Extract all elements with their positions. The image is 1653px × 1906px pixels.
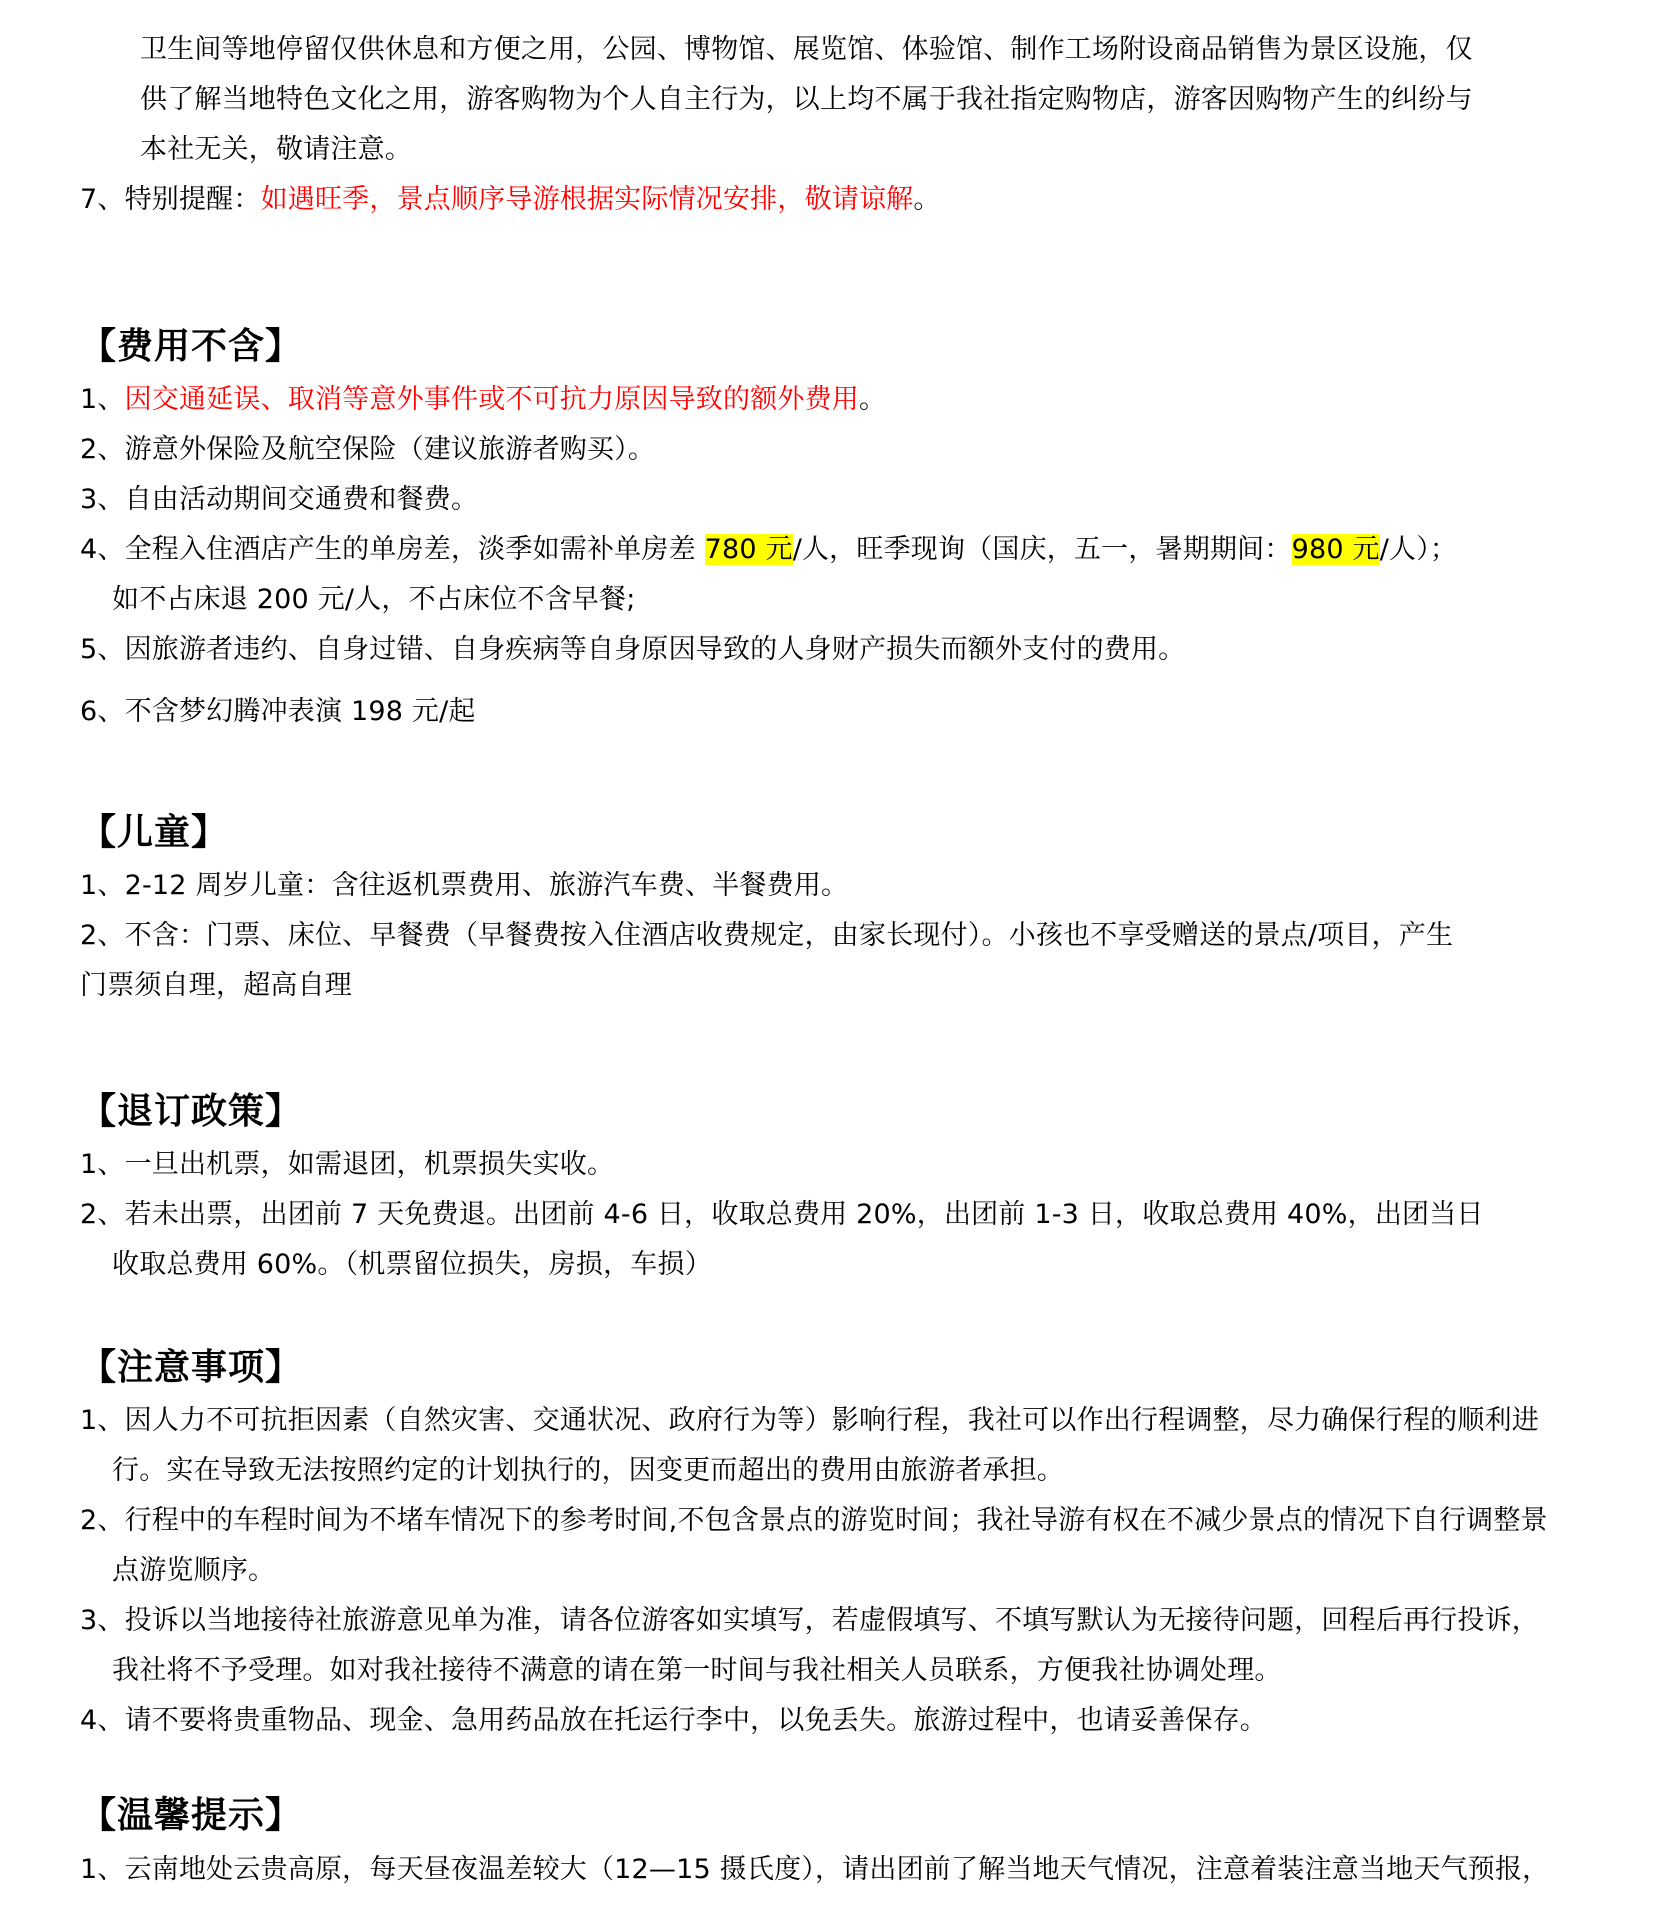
fee-excluded-item-2: 2、游意外保险及航空保险（建议旅游者购买）。	[80, 434, 656, 465]
fee-excluded-item-5: 5、因旅游者违约、自身过错、自身疾病等自身原因导致的人身财产损失而额外支付的费用。	[80, 634, 1186, 665]
fee-excluded-item-6: 6、不含梦幻腾冲表演 198 元/起	[80, 696, 476, 727]
single-room-text-c: /人）；	[1379, 534, 1458, 565]
notes-item-3: 3、投诉以当地接待社旅游意见单为准，请各位游客如实填写，若虚假填写、不填写默认为无接待问题，回程后再行投诉，	[80, 1605, 1539, 1636]
section-title-children: 【儿童】	[80, 812, 229, 853]
fee-excluded-item-1-suffix: 。	[859, 384, 887, 415]
refund-item-1: 1、一旦出机票，如需退团，机票损失实收。	[80, 1149, 615, 1180]
refund-item-2-continued: 收取总费用 60%。（机票留位损失，房损，车损）	[112, 1249, 712, 1280]
fee-excluded-item-1-prefix: 1、	[80, 384, 125, 415]
notes-item-4: 4、请不要将贵重物品、现金、急用药品放在托运行李中，以免丢失。旅游过程中，也请妥善保存。	[80, 1705, 1267, 1736]
intro-line-1: 卫生间等地停留仅供休息和方便之用，公园、博物馆、展览馆、体验馆、制作工场附设商品销售为景区设施，仅	[140, 34, 1473, 65]
fee-excluded-item-3: 3、自由活动期间交通费和餐费。	[80, 484, 479, 515]
notes-item-1: 1、因人力不可抗拒因素（自然灾害、交通状况、政府行为等）影响行程，我社可以作出行程调整，尽力确保行程的顺利进	[80, 1405, 1539, 1436]
special-reminder-red-text: 如遇旺季，景点顺序导游根据实际情况安排，敬请谅解	[260, 184, 914, 215]
notes-item-2-continued: 点游览顺序。	[112, 1555, 276, 1586]
single-room-price-low-season: 780 元	[704, 534, 793, 565]
fee-excluded-item-1	[80, 380, 886, 420]
refund-item-2: 2、若未出票，出团前 7 天免费退。出团前 4-6 日，收取总费用 20%，出团前 1-3 日，收取总费用 40%，出团当日	[80, 1199, 1484, 1230]
tips-item-1: 1、云南地处云贵高原，每天昼夜温差较大（12—15 摄氏度），请出团前了解当地天气情况，注意着装注意当地天气预报，	[80, 1854, 1550, 1885]
notes-item-3-continued: 我社将不予受理。如对我社接待不满意的请在第一时间与我社相关人员联系，方便我社协调处理。	[112, 1655, 1282, 1686]
special-reminder-suffix: 。	[913, 184, 941, 215]
children-item-1: 1、2-12 周岁儿童：含往返机票费用、旅游汽车费、半餐费用。	[80, 870, 849, 901]
intro-line-3: 本社无关，敬请注意。	[140, 134, 412, 165]
fee-excluded-item-4-continued: 如不占床退 200 元/人，不占床位不含早餐;	[112, 584, 636, 615]
single-room-text-a: 4、全程入住酒店产生的单房差，淡季如需补单房差	[80, 534, 705, 565]
notes-item-1-continued: 行。实在导致无法按照约定的计划执行的，因变更而超出的费用由旅游者承担。	[112, 1455, 1064, 1486]
section-title-notes: 【注意事项】	[80, 1347, 303, 1388]
children-item-2: 2、不含：门票、床位、早餐费（早餐费按入住酒店收费规定，由家长现付）。小孩也不享受赠送的景点/项目，产生	[80, 920, 1454, 951]
notes-item-2: 2、行程中的车程时间为不堵车情况下的参考时间,不包含景点的游览时间；我社导游有权在不减少景点的情况下自行调整景	[80, 1505, 1548, 1536]
fee-excluded-item-1-red-text: 因交通延误、取消等意外事件或不可抗力原因导致的额外费用	[124, 384, 859, 415]
special-reminder-item	[80, 180, 941, 220]
fee-excluded-item-4	[80, 530, 1457, 570]
section-title-tips: 【温馨提示】	[80, 1795, 303, 1836]
section-title-refund-policy: 【退订政策】	[80, 1091, 303, 1132]
single-room-price-peak-season: 980 元	[1291, 534, 1380, 565]
children-item-2-continued: 门票须自理，超高自理	[80, 970, 352, 1001]
single-room-text-b: /人，旺季现询（国庆，五一，暑期期间：	[792, 534, 1292, 565]
intro-line-2: 供了解当地特色文化之用，游客购物为个人自主行为，以上均不属于我社指定购物店，游客因购物产生的纠纷与	[140, 84, 1473, 115]
special-reminder-prefix: 7、特别提醒：	[80, 184, 261, 215]
section-title-fee-excluded: 【费用不含】	[80, 326, 303, 367]
